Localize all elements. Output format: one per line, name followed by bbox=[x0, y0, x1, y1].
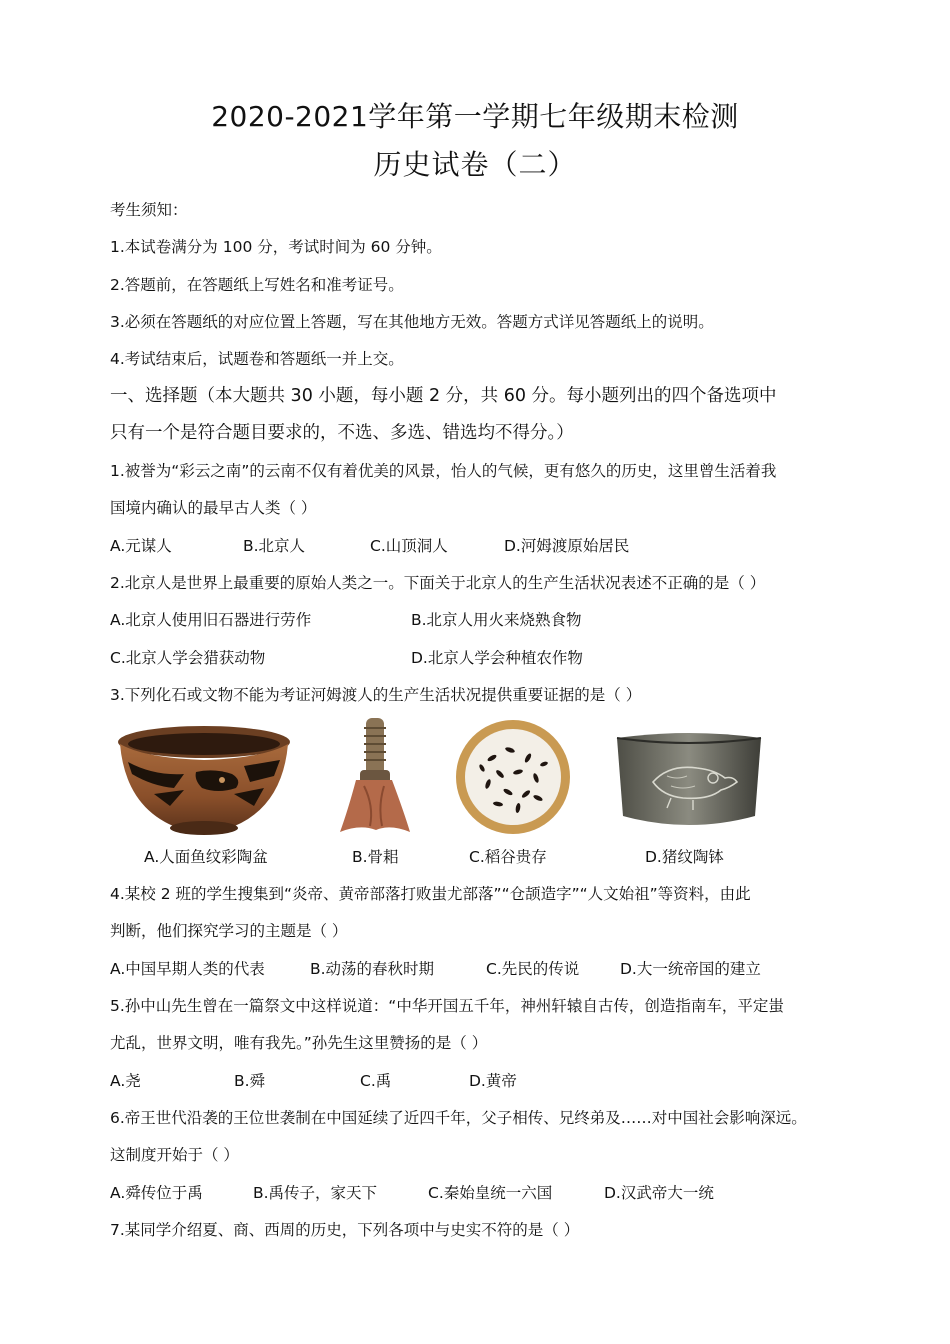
question-6-stem: 6.帝王世代沿袭的王位世袭制在中国延续了近四千年，父子相传、兄终弟及……对中国社会影响深远。 bbox=[110, 1109, 807, 1127]
question-5-stem: 尤乱，世界文明，唯有我先。”孙先生这里赞扬的是（ ） bbox=[110, 1034, 488, 1052]
notice-heading: 考生须知： bbox=[110, 201, 188, 219]
q4-option-b: B.动荡的春秋时期 bbox=[310, 960, 435, 978]
section-heading: 只有一个是符合题目要求的，不选、多选、错选均不得分。） bbox=[110, 423, 574, 443]
section-heading: 一、选择题（本大题共 30 小题，每小题 2 分，共 60 分。每小题列出的四个备选项中 bbox=[110, 386, 777, 406]
q5-option-c: C.禹 bbox=[360, 1072, 392, 1090]
q2-option-d: D.北京人学会种植农作物 bbox=[411, 649, 583, 667]
q6-option-c: C.秦始皇统一六国 bbox=[428, 1184, 553, 1202]
question-3-stem: 3.下列化石或文物不能为考证河姆渡人的生产生活状况提供重要证据的是（ ） bbox=[110, 686, 642, 704]
q2-option-b: B.北京人用火来烧熟食物 bbox=[411, 611, 582, 629]
notice-line: 3.必须在答题纸的对应位置上答题，写在其他地方无效。答题方式详见答题纸上的说明。 bbox=[110, 313, 714, 331]
notice-line: 4.考试结束后，试题卷和答题纸一并上交。 bbox=[110, 350, 404, 368]
question-4-stem: 4.某校 2 班的学生搜集到“炎帝、黄帝部落打败蚩尤部落”“仓颉造字”“人文始祖”等资料，由此 bbox=[110, 885, 751, 903]
notice-line: 2.答题前，在答题纸上写姓名和准考证号。 bbox=[110, 276, 404, 294]
exam-title: 2020-2021学年第一学期七年级期末检测 bbox=[211, 100, 739, 133]
rice-grains-image bbox=[454, 718, 572, 836]
q6-option-b: B.禹传子，家天下 bbox=[253, 1184, 378, 1202]
question-5-stem: 5.孙中山先生曾在一篇祭文中这样说道：“中华开国五千年，神州轩辕自古传，创造指南车，平定蚩 bbox=[110, 997, 784, 1015]
q5-option-b: B.舜 bbox=[234, 1072, 266, 1090]
q3-caption-b: B.骨耜 bbox=[352, 848, 399, 866]
q3-caption-c: C.稻谷贵存 bbox=[469, 848, 547, 866]
q1-option-c: C.山顶洞人 bbox=[370, 537, 448, 555]
q6-option-d: D.汉武帝大一统 bbox=[604, 1184, 714, 1202]
q2-option-c: C.北京人学会猎获动物 bbox=[110, 649, 266, 667]
q1-option-d: D.河姆渡原始居民 bbox=[504, 537, 630, 555]
q3-caption-d: D.猪纹陶钵 bbox=[645, 848, 724, 866]
q6-option-a: A.舜传位于禹 bbox=[110, 1184, 203, 1202]
q5-option-d: D.黄帝 bbox=[469, 1072, 517, 1090]
q3-caption-a: A.人面鱼纹彩陶盆 bbox=[144, 848, 268, 866]
bone-spade-image bbox=[334, 714, 414, 838]
pig-pattern-bowl-image bbox=[613, 730, 765, 834]
question-1-stem: 国境内确认的最早古人类（ ） bbox=[110, 499, 317, 517]
exam-subtitle: 历史试卷（二） bbox=[373, 148, 577, 181]
q4-option-a: A.中国早期人类的代表 bbox=[110, 960, 265, 978]
q4-option-d: D.大一统帝国的建立 bbox=[620, 960, 761, 978]
q1-option-b: B.北京人 bbox=[243, 537, 306, 555]
notice-line: 1.本试卷满分为 100 分，考试时间为 60 分钟。 bbox=[110, 238, 442, 256]
painted-basin-image bbox=[114, 722, 294, 840]
question-2-stem: 2.北京人是世界上最重要的原始人类之一。下面关于北京人的生产生活状况表述不正确的是（ ） bbox=[110, 574, 766, 592]
q4-option-c: C.先民的传说 bbox=[486, 960, 580, 978]
question-7-stem: 7.某同学介绍夏、商、西周的历史，下列各项中与史实不符的是（ ） bbox=[110, 1221, 580, 1239]
question-4-stem: 判断，他们探究学习的主题是（ ） bbox=[110, 922, 348, 940]
question-6-stem: 这制度开始于（ ） bbox=[110, 1146, 239, 1164]
q1-option-a: A.元谋人 bbox=[110, 537, 172, 555]
q2-option-a: A.北京人使用旧石器进行劳作 bbox=[110, 611, 312, 629]
q5-option-a: A.尧 bbox=[110, 1072, 141, 1090]
question-1-stem: 1.被誉为“彩云之南”的云南不仅有着优美的风景，怡人的气候，更有悠久的历史，这里曾生活着我 bbox=[110, 462, 777, 480]
